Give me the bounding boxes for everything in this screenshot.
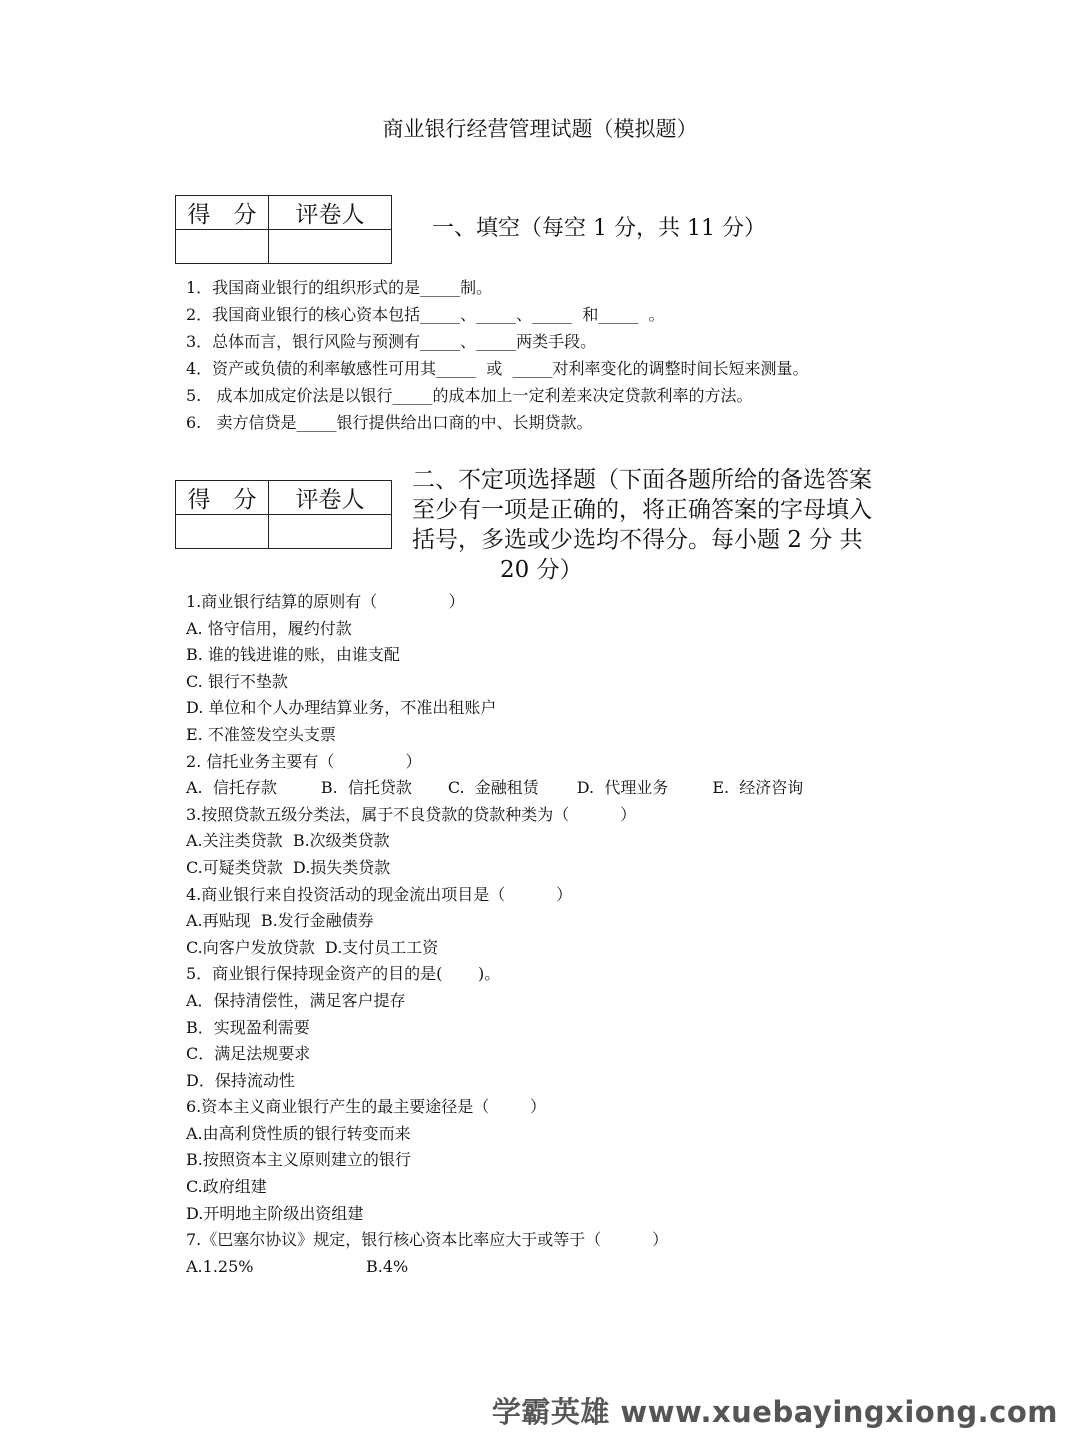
question-line: C.政府组建	[186, 1177, 267, 1197]
option: C. 金融租赁	[447, 778, 539, 798]
section2-heading	[412, 465, 902, 585]
score-label: 得 分	[176, 196, 269, 230]
fill-item: 2．我国商业银行的核心资本包括_____、_____、_____ 和_____ 。	[186, 305, 665, 324]
score-cell	[176, 515, 269, 549]
section2-heading-line: 括号，多选或少选均不得分。每小题 2 分 共	[412, 527, 863, 553]
option: E. 经济咨询	[712, 778, 804, 798]
question-line: B．实现盈利需要	[186, 1017, 310, 1037]
section2-questions	[186, 589, 946, 1280]
grader-cell	[269, 515, 392, 549]
question-line: 2. 信托业务主要有（ ）	[186, 751, 422, 771]
section1-items	[186, 274, 946, 436]
q2-options	[186, 775, 946, 802]
section2-heading-line: 20 分）	[500, 557, 583, 583]
fill-item: 1．我国商业银行的组织形式的是_____制。	[186, 278, 493, 297]
option: A. 信托存款	[186, 778, 277, 798]
grader-label: 评卷人	[269, 481, 392, 515]
option: B.4%	[366, 1256, 409, 1276]
fill-item: 6. 卖方信贷是_____银行提供给出口商的中、长期贷款。	[186, 413, 593, 432]
q7-options	[186, 1254, 946, 1281]
section2-heading-line: 二、不定项选择题（下面各题所给的备选答案	[412, 467, 872, 493]
score-table-2	[175, 480, 392, 549]
section1-heading: 一、填空（每空 1 分，共 11 分）	[432, 216, 766, 241]
fill-item: 4．资产或负债的利率敏感性可用其_____ 或 _____对利率变化的调整时间长短来测量。	[186, 359, 809, 378]
option: A.1.25%	[186, 1256, 254, 1276]
grader-label: 评卷人	[269, 196, 392, 230]
question-line: 3.按照贷款五级分类法，属于不良贷款的贷款种类为（ ）	[186, 804, 637, 824]
question-line: D．保持流动性	[186, 1070, 295, 1090]
section2-heading-line: 至少有一项是正确的，将正确答案的字母填入	[412, 497, 872, 523]
question-line: D.开明地主阶级出资组建	[186, 1203, 364, 1223]
question-line: B. 谁的钱进谁的账，由谁支配	[186, 645, 400, 665]
option: D. 代理业务	[576, 778, 669, 798]
question-line: A.关注类贷款 B.次级类贷款	[186, 831, 390, 851]
question-line: A．保持清偿性，满足客户提存	[186, 990, 406, 1010]
question-line: C. 银行不垫款	[186, 671, 288, 691]
question-line: 5．商业银行保持现金资产的目的是( )。	[186, 964, 501, 984]
score-label: 得 分	[176, 481, 269, 515]
question-line: A.再贴现 B.发行金融债券	[186, 911, 374, 931]
question-line: E. 不准签发空头支票	[186, 724, 336, 744]
question-line: 6.资本主义商业银行产生的最主要途径是（ ）	[186, 1097, 546, 1117]
question-line: 4.商业银行来自投资活动的现金流出项目是（ ）	[186, 884, 573, 904]
watermark-footer: 学霸英雄 www.xuebayingxiong.com	[491, 1395, 1058, 1429]
fill-item: 3．总体而言，银行风险与预测有_____、_____两类手段。	[186, 332, 597, 351]
question-line: B.按照资本主义原则建立的银行	[186, 1150, 411, 1170]
page-title: 商业银行经营管理试题（模拟题）	[382, 117, 698, 141]
question-line: 1.商业银行结算的原则有（ ）	[186, 592, 465, 611]
score-table-1	[175, 195, 392, 264]
question-line: C．满足法规要求	[186, 1044, 311, 1064]
question-line: 7.《巴塞尔协议》规定，银行核心资本比率应大于或等于（ ）	[186, 1230, 669, 1250]
fill-item: 5. 成本加成定价法是以银行_____的成本加上一定利差来决定贷款利率的方法。	[186, 386, 753, 405]
option: B. 信托贷款	[320, 778, 412, 798]
question-line: C.可疑类贷款 D.损失类贷款	[186, 857, 391, 877]
score-cell	[176, 230, 269, 264]
question-line: C.向客户发放贷款 D.支付员工工资	[186, 937, 439, 957]
question-line: A.由高利贷性质的银行转变而来	[186, 1123, 411, 1143]
grader-cell	[269, 230, 392, 264]
question-line: A. 恪守信用，履约付款	[186, 618, 352, 638]
question-line: D. 单位和个人办理结算业务，不准出租账户	[186, 698, 497, 718]
